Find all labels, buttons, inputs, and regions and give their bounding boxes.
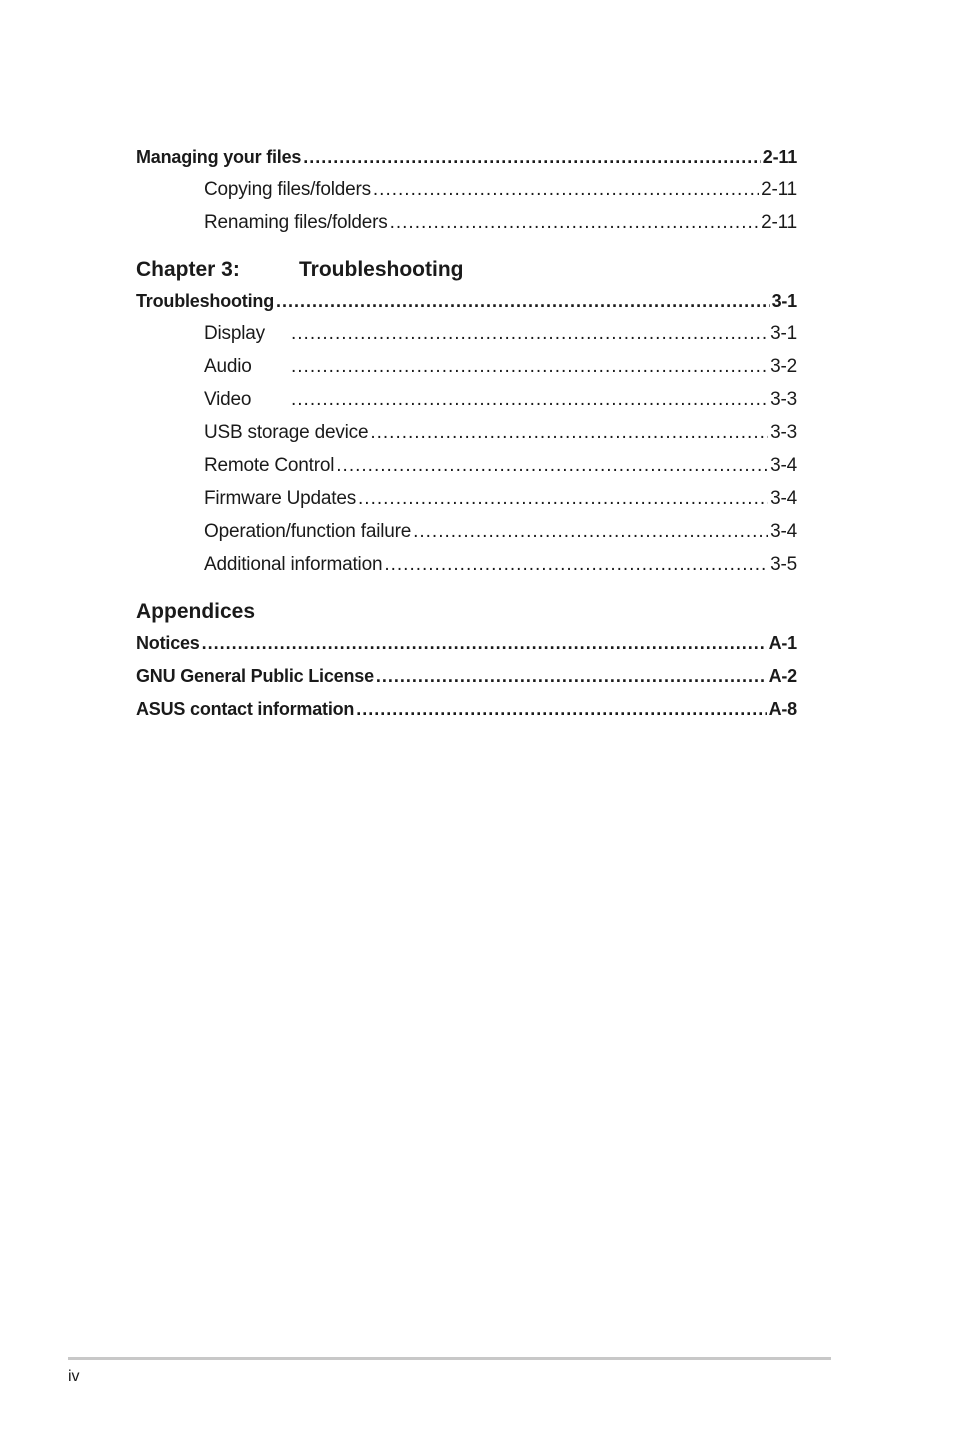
toc-entry-label: Additional information xyxy=(204,554,383,575)
toc-entry-page: 3-4 xyxy=(770,455,797,476)
toc-entry-page: A-1 xyxy=(768,633,797,653)
toc-entry-label: Managing your files xyxy=(136,147,302,167)
toc-entry-page: 2-11 xyxy=(761,179,797,200)
toc-entry-label: USB storage device xyxy=(204,422,369,443)
toc-entry-label: Troubleshooting xyxy=(136,291,274,311)
toc-subentry-video[interactable] xyxy=(136,386,797,419)
dot-leader xyxy=(376,662,767,690)
toc-entry-label: Operation/function failure xyxy=(204,521,412,542)
toc-subentry-renaming[interactable] xyxy=(136,209,797,242)
toc-entry-notices[interactable] xyxy=(136,629,797,662)
table-of-contents xyxy=(136,143,797,728)
dot-leader xyxy=(356,695,766,723)
chapter-title: Troubleshooting xyxy=(299,258,464,281)
toc-entry-page: 2-11 xyxy=(762,147,797,167)
dot-leader xyxy=(202,629,767,657)
toc-entry-page: 3-3 xyxy=(770,422,797,443)
toc-entry-label: Audio xyxy=(204,356,252,377)
toc-subentry-operation-failure[interactable] xyxy=(136,518,797,551)
chapter-heading xyxy=(136,253,797,287)
toc-entry-page: 3-4 xyxy=(770,521,797,542)
toc-entry-label: ASUS contact information xyxy=(136,699,355,719)
toc-entry-label: Firmware Updates xyxy=(204,488,357,509)
toc-subentry-usb-storage[interactable] xyxy=(136,419,797,452)
toc-entry-troubleshooting[interactable] xyxy=(136,287,797,320)
dot-leader xyxy=(390,209,760,237)
footer-divider xyxy=(68,1357,831,1360)
toc-entry-gnu-license[interactable] xyxy=(136,662,797,695)
toc-subentry-audio[interactable] xyxy=(136,353,797,386)
toc-entry-label: GNU General Public License xyxy=(136,666,374,686)
toc-entry-label: Notices xyxy=(136,633,200,653)
toc-entry-label: Copying files/folders xyxy=(204,179,371,200)
dot-leader xyxy=(291,386,768,414)
toc-subentry-remote-control[interactable] xyxy=(136,452,797,485)
dot-leader xyxy=(336,452,768,480)
toc-entry-page: 2-11 xyxy=(761,212,797,233)
dot-leader xyxy=(384,551,768,579)
toc-subentry-copying[interactable] xyxy=(136,176,797,209)
toc-entry-label: Video xyxy=(204,389,252,410)
toc-entry-page: 3-1 xyxy=(770,323,797,344)
toc-subentry-display[interactable] xyxy=(136,320,797,353)
toc-subentry-firmware-updates[interactable] xyxy=(136,485,797,518)
toc-subentry-additional-info[interactable] xyxy=(136,551,797,584)
dot-leader xyxy=(291,353,768,381)
toc-entry-page: A-8 xyxy=(768,699,797,719)
toc-entry-managing-files[interactable] xyxy=(136,143,797,176)
footer-page-number: iv xyxy=(68,1368,80,1385)
toc-entry-label: Renaming files/folders xyxy=(204,212,388,233)
dot-leader xyxy=(358,485,768,513)
toc-entry-page: 3-2 xyxy=(770,356,797,377)
toc-entry-page: 3-5 xyxy=(770,554,797,575)
chapter-number: Chapter 3: xyxy=(136,258,240,281)
dot-leader xyxy=(373,176,759,204)
dot-leader xyxy=(303,143,761,171)
dot-leader xyxy=(413,518,768,546)
toc-entry-page: 3-3 xyxy=(770,389,797,410)
dot-leader xyxy=(370,419,768,447)
toc-entry-page: 3-4 xyxy=(770,488,797,509)
appendices-heading: Appendices xyxy=(136,600,256,623)
toc-entry-label: Remote Control xyxy=(204,455,335,476)
toc-entry-asus-contact[interactable] xyxy=(136,695,797,728)
toc-entry-page: 3-1 xyxy=(771,291,797,311)
dot-leader xyxy=(291,320,768,348)
dot-leader xyxy=(276,287,770,315)
toc-entry-label: Display xyxy=(204,323,265,344)
toc-entry-page: A-2 xyxy=(768,666,797,686)
